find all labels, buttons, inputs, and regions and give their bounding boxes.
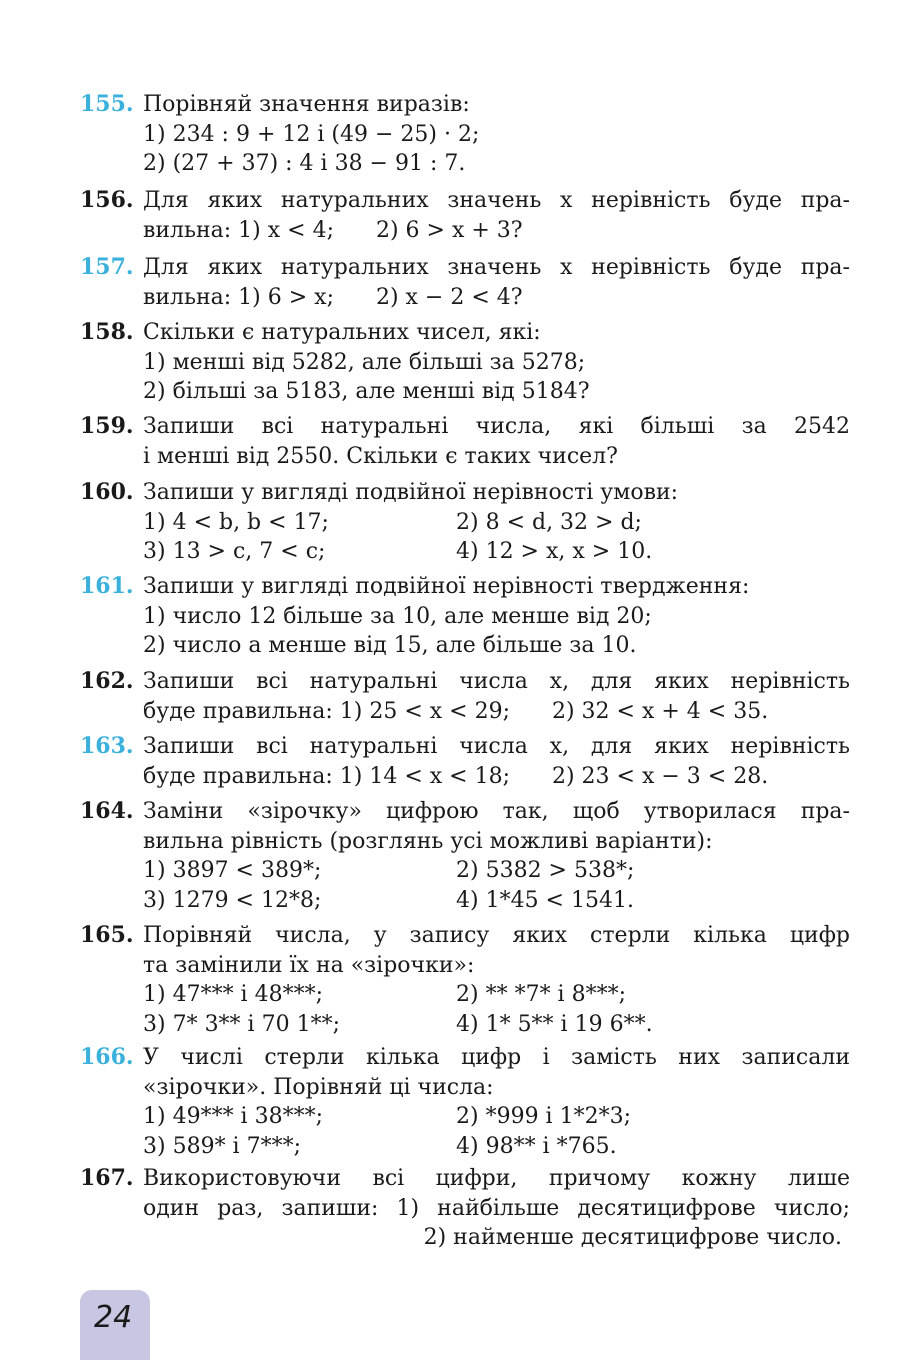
answer-item: 4) 12 > x, x > 10.	[456, 539, 653, 564]
problem-158	[80, 318, 850, 407]
problem-text: Заміни «зірочку» цифрою так, щоб утворилася пра-	[143, 799, 850, 824]
problem-166	[80, 1043, 850, 1161]
answer-item: 3) 1279 < 12*8;	[143, 887, 322, 913]
answer-item: 3) 589* і 7***;	[143, 1133, 301, 1159]
problem-text: 2) число a менше від 15, але більше за 10.	[143, 633, 637, 658]
answer-row	[143, 980, 850, 1010]
problem-165	[80, 921, 850, 1039]
answer-item: 2) *999 і 1*2*3;	[456, 1104, 631, 1129]
problem-text: Запиши всі натуральні числа x, для яких нерівність	[143, 734, 850, 759]
problem-number: 162.	[80, 668, 134, 694]
answer-item: 3) 7* 3** і 70 1**;	[143, 1011, 340, 1037]
answer-row	[143, 1132, 850, 1162]
problem-159	[80, 412, 850, 471]
problem-text: 1) число 12 більше за 10, але менше від 20;	[143, 603, 652, 629]
problem-text: вильна: 1) 6 > x; 2) x − 2 < 4?	[143, 284, 523, 310]
problem-164	[80, 797, 850, 915]
problem-162	[80, 667, 850, 726]
answer-item: 1) 4 < b, b < 17;	[143, 509, 329, 535]
problem-text: Для яких натуральних значень x нерівність буде пра-	[143, 255, 850, 280]
problem-text: Порівняй значення виразів:	[143, 92, 470, 117]
problem-number: 161.	[80, 573, 134, 599]
problem-160	[80, 478, 850, 567]
page-number: 24	[94, 1300, 133, 1335]
problem-text: буде правильна: 1) 25 < x < 29; 2) 32 < x + 4 < 35.	[143, 698, 769, 724]
problem-text: Для яких натуральних значень x нерівність буде пра-	[143, 188, 850, 213]
problem-text: 2) найменше десятицифрове число.	[423, 1225, 842, 1250]
problem-text: 1) 234 : 9 + 12 і (49 − 25) · 2;	[143, 121, 480, 147]
answer-item: 2) ** *7* і 8***;	[456, 982, 626, 1007]
answer-item: 2) 8 < d, 32 > d;	[456, 509, 642, 535]
problem-161	[80, 572, 850, 661]
problem-text: Запиши всі натуральні числа, які більші за 2542	[143, 414, 850, 439]
problem-163	[80, 732, 850, 791]
problem-number: 158.	[80, 319, 134, 345]
problem-text: 2) більші за 5183, але менші від 5184?	[143, 379, 590, 404]
problem-number: 156.	[80, 187, 134, 213]
answer-item: 1) 47*** і 48***;	[143, 982, 323, 1007]
answer-item: 2) 5382 > 538*;	[456, 858, 635, 883]
problem-number: 165.	[80, 922, 134, 948]
problem-156	[80, 186, 850, 245]
answer-row	[143, 537, 850, 567]
problem-number: 167.	[80, 1165, 134, 1191]
problem-167	[80, 1164, 850, 1253]
problem-text: 1) менші від 5282, але більші за 5278;	[143, 349, 586, 375]
answer-item: 1) 3897 < 389*;	[143, 858, 322, 883]
problem-text: Скільки є натуральних чисел, які:	[143, 320, 541, 345]
answer-row	[143, 886, 850, 916]
answer-row	[143, 1102, 850, 1132]
problem-text: Запиши у вигляді подвійної нерівності умови:	[143, 480, 679, 505]
problem-155	[80, 90, 850, 179]
problem-number: 164.	[80, 798, 134, 824]
problem-text: вильна: 1) x < 4; 2) 6 > x + 3?	[143, 217, 523, 243]
problem-text: один раз, запиши: 1) найбільше десятицифрове число;	[143, 1195, 850, 1221]
problem-number: 155.	[80, 91, 134, 117]
problem-text: «зірочки». Порівняй ці числа:	[143, 1074, 494, 1100]
answer-item: 1) 49*** і 38***;	[143, 1104, 323, 1129]
problem-157	[80, 253, 850, 312]
page-number-tab	[80, 1290, 150, 1360]
problem-number: 159.	[80, 413, 134, 439]
problem-text: буде правильна: 1) 14 < x < 18; 2) 23 < x − 3 < 28.	[143, 763, 769, 789]
problem-text: і менші від 2550. Скільки є таких чисел?	[143, 443, 618, 469]
answer-row	[143, 508, 850, 538]
problem-text: 2) (27 + 37) : 4 і 38 − 91 : 7.	[143, 151, 466, 176]
problem-text: Порівняй числа, у запису яких стерли кілька цифр	[143, 923, 850, 948]
answer-item: 3) 13 > c, 7 < c;	[143, 539, 326, 564]
problem-text: вильна рівність (розглянь усі можливі варіанти):	[143, 828, 713, 854]
problem-number: 163.	[80, 733, 134, 759]
problem-text: Використовуючи всі цифри, причому кожну лише	[143, 1166, 850, 1191]
answer-item: 4) 1*45 < 1541.	[456, 887, 634, 913]
problem-number: 166.	[80, 1044, 134, 1070]
problem-text: Запиши у вигляді подвійної нерівності твердження:	[143, 574, 750, 599]
answer-item: 4) 98** і *765.	[456, 1133, 617, 1159]
problem-text: У числі стерли кілька цифр і замість них записали	[143, 1045, 850, 1070]
answer-row	[143, 1010, 850, 1040]
problem-text: та замінили їх на «зірочки»:	[143, 952, 475, 978]
answer-item: 4) 1* 5** і 19 6**.	[456, 1011, 653, 1037]
problem-number: 157.	[80, 254, 134, 280]
problem-text: Запиши всі натуральні числа x, для яких нерівність	[143, 669, 850, 694]
problem-number: 160.	[80, 479, 134, 505]
answer-row	[143, 856, 850, 886]
